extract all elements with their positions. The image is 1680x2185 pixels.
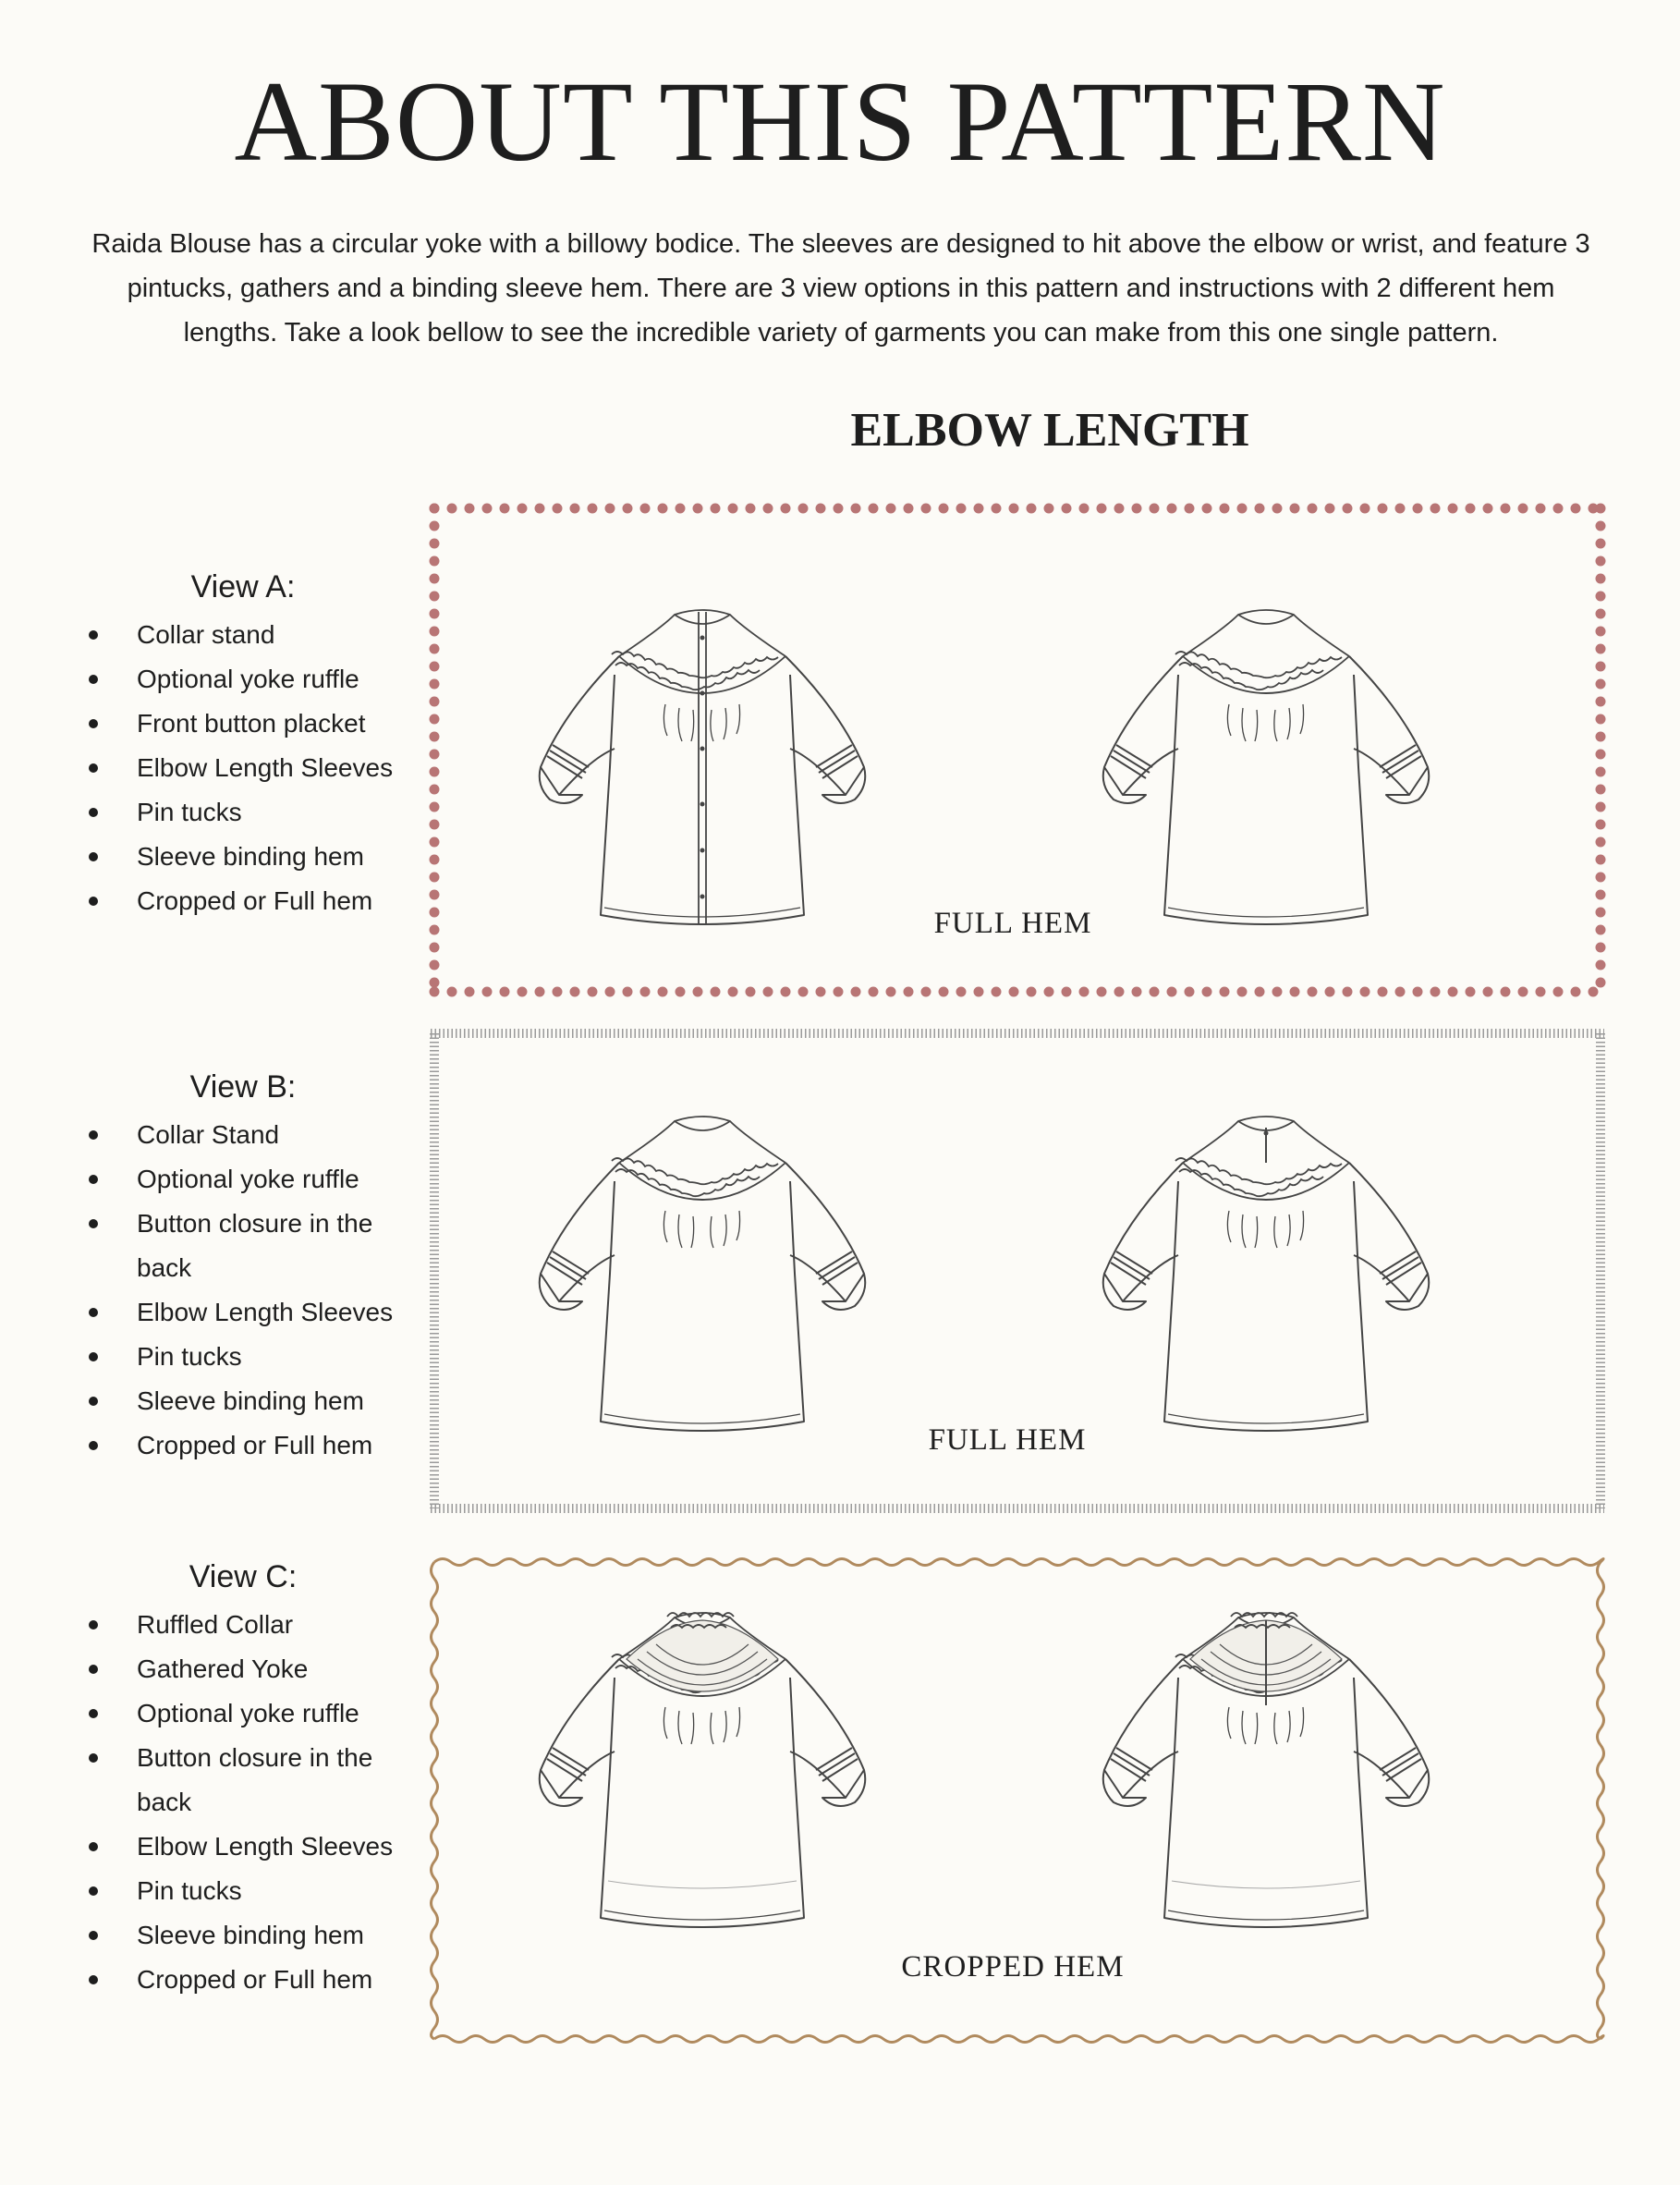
view-a-back-blouse-icon (1090, 601, 1442, 934)
feature-text: Pin tucks (137, 1342, 242, 1371)
feature-text: Sleeve binding hem (137, 842, 364, 871)
view-c-front-blouse-icon (527, 1604, 878, 1936)
feature-text: Elbow Length Sleeves (137, 753, 394, 782)
feature-item (0, 1736, 393, 1780)
view-b-back-blouse-icon (1090, 1107, 1442, 1440)
feature-item (0, 1691, 393, 1736)
bullet-icon (89, 1352, 98, 1361)
page-title: ABOUT THIS PATTERN (234, 58, 1446, 185)
bullet-icon (89, 897, 98, 906)
bullet-icon (89, 1397, 98, 1406)
bullet-icon (89, 630, 98, 640)
feature-item (0, 613, 393, 657)
feature-item (0, 1335, 393, 1379)
feature-item (0, 1290, 393, 1335)
feature-item (0, 1113, 393, 1157)
feature-text: Optional yoke ruffle (137, 1165, 359, 1193)
feature-text: Elbow Length Sleeves (137, 1832, 394, 1861)
feature-item (0, 702, 393, 746)
bullet-icon (89, 1975, 98, 1984)
view-b-features (0, 1113, 393, 1468)
feature-text: Elbow Length Sleeves (137, 1298, 394, 1326)
view-a-front-blouse-icon (527, 601, 878, 934)
bullet-icon (89, 852, 98, 861)
bullet-icon (89, 1441, 98, 1450)
bullet-icon (89, 1308, 98, 1317)
bullet-icon (89, 1753, 98, 1763)
feature-text: Cropped or Full hem (137, 886, 373, 915)
bullet-icon (89, 1842, 98, 1851)
view-b-front-blouse-icon (527, 1107, 878, 1440)
view-c-back-blouse-icon (1090, 1604, 1442, 1936)
view-b-title: View B: (189, 1069, 297, 1105)
view-a-features (0, 613, 393, 923)
bullet-icon (89, 1931, 98, 1940)
view-a-title: View A: (190, 569, 296, 604)
feature-text: Cropped or Full hem (137, 1431, 373, 1459)
feature-item (0, 1423, 393, 1468)
feature-text: Collar Stand (137, 1120, 280, 1149)
bullet-icon (89, 1130, 98, 1140)
bullet-icon (89, 719, 98, 728)
feature-text: Optional yoke ruffle (137, 1699, 359, 1727)
section-heading: ELBOW LENGTH (850, 404, 1249, 457)
feature-item (0, 1603, 393, 1647)
feature-text: Pin tucks (137, 798, 242, 826)
bullet-icon (89, 1219, 98, 1228)
feature-item (0, 657, 393, 702)
feature-text: Gathered Yoke (137, 1654, 309, 1683)
feature-item (0, 1157, 393, 1202)
feature-item (0, 1958, 393, 2002)
bullet-icon (89, 763, 98, 773)
bullet-icon (89, 808, 98, 817)
feature-item (0, 790, 393, 835)
feature-text: Sleeve binding hem (137, 1921, 364, 1949)
feature-text: Sleeve binding hem (137, 1386, 364, 1415)
feature-item (0, 1780, 393, 1825)
bullet-icon (89, 1709, 98, 1718)
feature-text: Ruffled Collar (137, 1610, 294, 1639)
feature-item (0, 835, 393, 879)
view-c-hem-label: CROPPED HEM (901, 1950, 1125, 1984)
view-a-hem-label: FULL HEM (933, 907, 1092, 940)
feature-text: Cropped or Full hem (137, 1965, 373, 1994)
feature-text: Button closure in the (137, 1209, 373, 1238)
feature-text: Button closure in the (137, 1743, 373, 1772)
feature-item (0, 1913, 393, 1958)
bullet-icon (89, 1665, 98, 1674)
feature-item (0, 1379, 393, 1423)
feature-item (0, 746, 393, 790)
feature-text: back (137, 1788, 192, 1816)
feature-text: Optional yoke ruffle (137, 665, 359, 693)
bullet-icon (89, 1175, 98, 1184)
bullet-icon (89, 1886, 98, 1896)
feature-text: Pin tucks (137, 1876, 242, 1905)
feature-item (0, 1825, 393, 1869)
intro-paragraph: Raida Blouse has a circular yoke with a billowy bodice. The sleeves are designed to hit above the elbow or wrist, and feature 3 pintucks, gathers and a binding sleeve hem. There are 3 view options in this pattern and instructions with 2 different hem lengths. Take a look bellow to see the incredible variety of garments you can make from this one single pattern. (91, 229, 1590, 348)
feature-text: back (137, 1253, 192, 1282)
view-b-hem-label: FULL HEM (928, 1423, 1087, 1457)
feature-item (0, 1869, 393, 1913)
feature-text: Collar stand (137, 620, 275, 649)
feature-item (0, 879, 393, 923)
feature-text: Front button placket (137, 709, 366, 738)
feature-item (0, 1202, 393, 1246)
feature-item (0, 1647, 393, 1691)
bullet-icon (89, 675, 98, 684)
view-c-features (0, 1603, 393, 2002)
view-c-title: View C: (189, 1559, 298, 1594)
feature-item (0, 1246, 393, 1290)
bullet-icon (89, 1620, 98, 1630)
